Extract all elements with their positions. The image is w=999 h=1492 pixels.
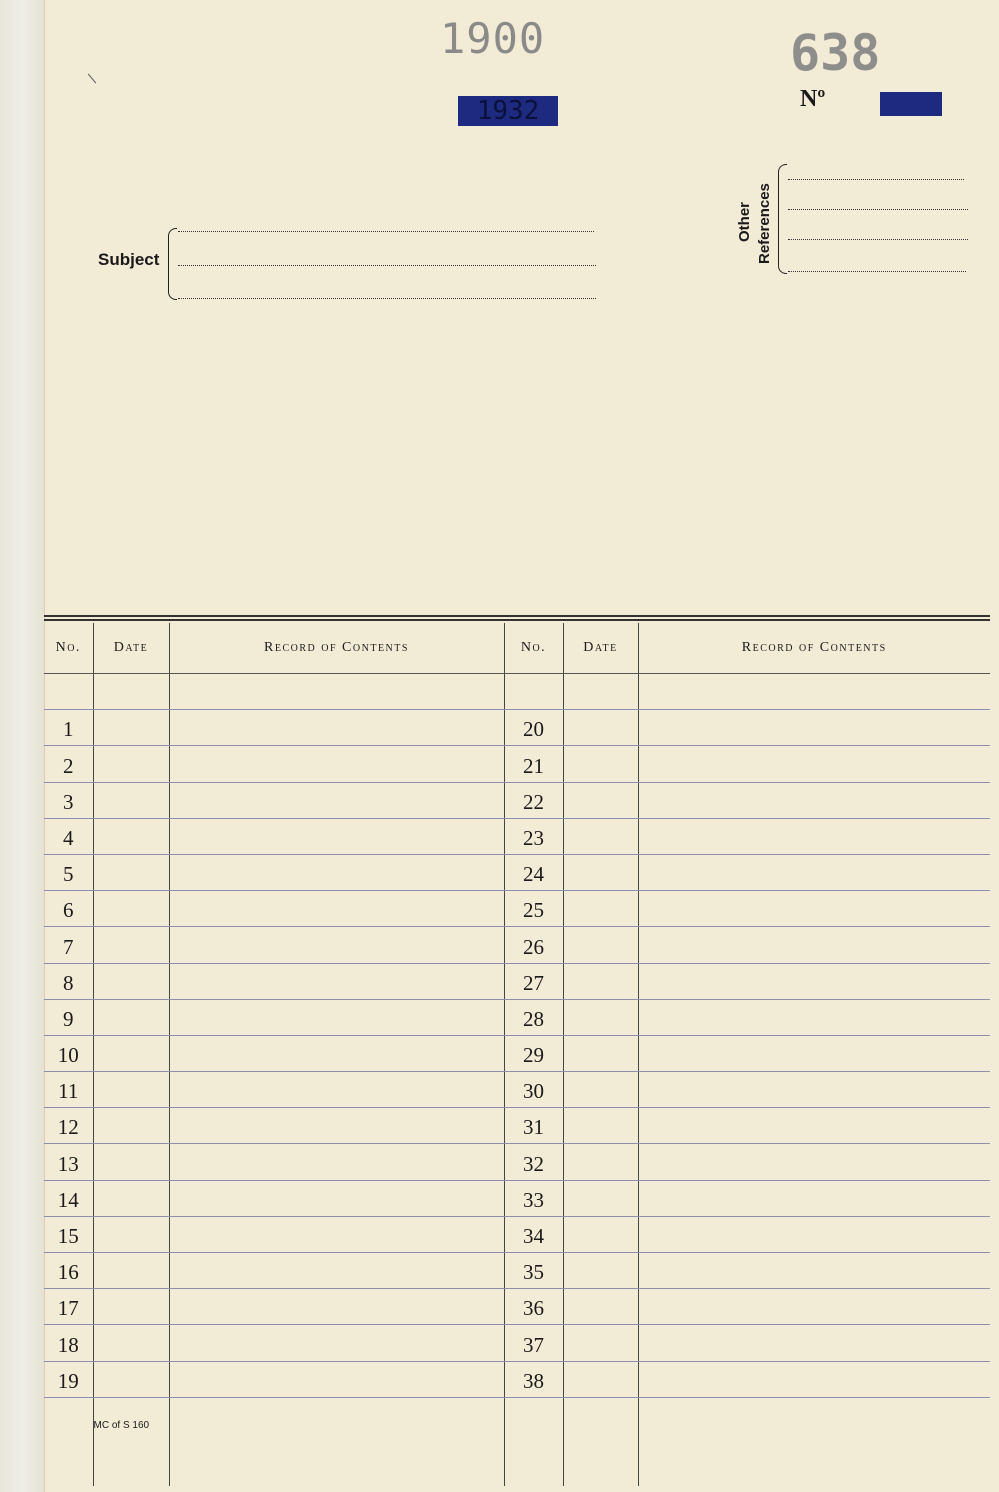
row-number-left: 2 [44, 746, 93, 782]
row-number-right: 22 [504, 782, 563, 818]
date-cell[interactable] [93, 891, 169, 927]
table-footer-row [44, 1397, 990, 1486]
date-cell[interactable] [93, 1144, 169, 1180]
record-cell[interactable] [638, 927, 990, 963]
table-body [44, 674, 990, 1486]
date-cell[interactable] [93, 1325, 169, 1361]
date-cell[interactable] [563, 782, 638, 818]
table-row [44, 1361, 990, 1397]
date-cell[interactable] [563, 1144, 638, 1180]
binding-strip [0, 0, 45, 1492]
other-references-line1: Other [736, 201, 753, 242]
record-cell[interactable] [638, 963, 990, 999]
record-cell[interactable] [638, 854, 990, 890]
date-cell[interactable] [93, 1108, 169, 1144]
table-header-row [44, 623, 990, 674]
record-cell[interactable] [169, 1072, 504, 1108]
table-row [44, 782, 990, 818]
table-row [44, 891, 990, 927]
table-row [44, 1289, 990, 1325]
row-number-right: 25 [504, 891, 563, 927]
record-cell[interactable] [169, 1289, 504, 1325]
record-cell[interactable] [169, 891, 504, 927]
record-cell[interactable] [638, 891, 990, 927]
date-cell[interactable] [563, 927, 638, 963]
subject-line-2[interactable] [178, 265, 596, 266]
row-number-left: 18 [44, 1325, 93, 1361]
date-cell[interactable] [563, 1361, 638, 1397]
header-date-right: Date [563, 623, 638, 674]
row-number-right: 27 [504, 963, 563, 999]
print-code: MC of S 160 [93, 1419, 150, 1431]
record-cell[interactable] [169, 927, 504, 963]
row-number-left: 15 [44, 1216, 93, 1252]
subject-line-3[interactable] [178, 298, 596, 299]
row-number-right: 31 [504, 1108, 563, 1144]
row-number-left: 1 [44, 710, 93, 746]
record-cell[interactable] [638, 710, 990, 746]
row-number-right: 33 [504, 1180, 563, 1216]
row-number-right: 23 [504, 818, 563, 854]
table-row [44, 1144, 990, 1180]
record-cell[interactable] [169, 710, 504, 746]
other-ref-line-3[interactable] [788, 239, 968, 240]
date-cell[interactable] [93, 1253, 169, 1289]
record-cell[interactable] [169, 1216, 504, 1252]
header-no-left: No. [44, 623, 93, 674]
row-number-left: 12 [44, 1108, 93, 1144]
row-number-right: 21 [504, 746, 563, 782]
record-cell[interactable] [638, 1289, 990, 1325]
date-cell[interactable] [563, 1253, 638, 1289]
date-cell[interactable] [93, 1180, 169, 1216]
row-number-left: 19 [44, 1361, 93, 1397]
row-number-left: 16 [44, 1253, 93, 1289]
record-of-contents-table [44, 623, 990, 1486]
row-number-left: 13 [44, 1144, 93, 1180]
date-cell[interactable] [563, 746, 638, 782]
record-cell[interactable] [638, 1144, 990, 1180]
date-cell[interactable] [93, 999, 169, 1035]
record-cell[interactable] [169, 1361, 504, 1397]
date-cell[interactable] [93, 1216, 169, 1252]
date-cell[interactable] [563, 1216, 638, 1252]
row-number-left: 3 [44, 782, 93, 818]
record-cell[interactable] [169, 854, 504, 890]
table-row [44, 963, 990, 999]
table-row [44, 1072, 990, 1108]
table-row [44, 927, 990, 963]
other-ref-line-4[interactable] [788, 271, 966, 272]
table-row [44, 1180, 990, 1216]
other-references-label [736, 168, 780, 268]
row-number-right: 30 [504, 1072, 563, 1108]
table-top-rule [44, 615, 990, 617]
date-cell[interactable] [563, 999, 638, 1035]
record-cell[interactable] [169, 1035, 504, 1071]
record-cell[interactable] [638, 782, 990, 818]
record-cell[interactable] [638, 746, 990, 782]
header-no-right: No. [504, 623, 563, 674]
date-cell[interactable] [563, 818, 638, 854]
record-cell[interactable] [169, 782, 504, 818]
row-number-left: 9 [44, 999, 93, 1035]
date-cell[interactable] [563, 1108, 638, 1144]
table-top-rule-2 [44, 619, 990, 621]
row-number-left: 11 [44, 1072, 93, 1108]
year-overprint: 1932 [458, 96, 558, 126]
date-cell[interactable] [563, 963, 638, 999]
table-row [44, 1108, 990, 1144]
table-row [44, 818, 990, 854]
table-row [44, 999, 990, 1035]
record-cell[interactable] [169, 1144, 504, 1180]
record-cell[interactable] [169, 1325, 504, 1361]
other-ref-line-1[interactable] [788, 179, 964, 180]
record-cell[interactable] [638, 999, 990, 1035]
row-number-left: 14 [44, 1180, 93, 1216]
record-cell[interactable] [638, 1180, 990, 1216]
record-cell[interactable] [169, 746, 504, 782]
date-cell[interactable] [563, 1180, 638, 1216]
record-cell[interactable] [169, 1253, 504, 1289]
record-cell[interactable] [638, 1253, 990, 1289]
date-cell[interactable] [563, 710, 638, 746]
header-record-right: Record of Contents [638, 623, 990, 674]
pen-mark [88, 74, 96, 84]
row-number-left: 10 [44, 1035, 93, 1071]
date-cell[interactable] [563, 891, 638, 927]
row-number-right: 20 [504, 710, 563, 746]
table-row [44, 1253, 990, 1289]
row-number-right: 32 [504, 1144, 563, 1180]
table-row [44, 854, 990, 890]
row-number-left: 8 [44, 963, 93, 999]
table-row [44, 746, 990, 782]
row-number-right: 37 [504, 1325, 563, 1361]
date-cell[interactable] [93, 818, 169, 854]
row-number-left: 7 [44, 927, 93, 963]
record-cell[interactable] [638, 1108, 990, 1144]
file-number-stamp: 638 [790, 24, 881, 82]
other-ref-line-2[interactable] [788, 209, 968, 210]
row-number-left: 17 [44, 1289, 93, 1325]
date-cell[interactable] [93, 1289, 169, 1325]
row-number-right: 38 [504, 1361, 563, 1397]
year-stamp: 1900 [440, 14, 546, 63]
record-cell[interactable] [638, 1361, 990, 1397]
table-spacer-row [44, 674, 990, 710]
record-cell[interactable] [169, 818, 504, 854]
row-number-right: 24 [504, 854, 563, 890]
date-cell[interactable] [563, 1072, 638, 1108]
date-cell[interactable] [93, 1361, 169, 1397]
other-references-line2: References [756, 183, 773, 264]
table-row [44, 1216, 990, 1252]
row-number-right: 36 [504, 1289, 563, 1325]
row-number-right: 35 [504, 1253, 563, 1289]
date-cell[interactable] [93, 1072, 169, 1108]
date-cell[interactable] [563, 1289, 638, 1325]
record-cell[interactable] [638, 1072, 990, 1108]
subject-line-1[interactable] [178, 231, 594, 232]
date-cell[interactable] [563, 1325, 638, 1361]
record-cell[interactable] [169, 999, 504, 1035]
table-row [44, 1035, 990, 1071]
date-cell[interactable] [93, 710, 169, 746]
header-date-left: Date [93, 623, 169, 674]
record-cell[interactable] [169, 963, 504, 999]
date-cell[interactable] [93, 1035, 169, 1071]
row-number-right: 26 [504, 927, 563, 963]
record-cell[interactable] [169, 1180, 504, 1216]
subject-label: Subject [98, 250, 160, 269]
record-cell[interactable] [638, 818, 990, 854]
date-cell[interactable] [563, 854, 638, 890]
table-row [44, 710, 990, 746]
row-number-left: 4 [44, 818, 93, 854]
number-redaction-block [880, 92, 942, 116]
record-cell[interactable] [638, 1216, 990, 1252]
date-cell[interactable] [93, 963, 169, 999]
record-cell[interactable] [169, 1108, 504, 1144]
table-row [44, 1325, 990, 1361]
row-number-left: 5 [44, 854, 93, 890]
date-cell[interactable] [93, 782, 169, 818]
row-number-right: 34 [504, 1216, 563, 1252]
number-label: Nº [800, 86, 826, 112]
record-cell[interactable] [638, 1035, 990, 1071]
row-number-right: 28 [504, 999, 563, 1035]
date-cell[interactable] [93, 854, 169, 890]
date-cell[interactable] [93, 927, 169, 963]
subject-brace [168, 228, 177, 300]
row-number-right: 29 [504, 1035, 563, 1071]
record-cell[interactable] [638, 1325, 990, 1361]
header-record-left: Record of Contents [169, 623, 504, 674]
row-number-left: 6 [44, 891, 93, 927]
date-cell[interactable] [93, 746, 169, 782]
other-references-brace [778, 164, 787, 274]
date-cell[interactable] [563, 1035, 638, 1071]
